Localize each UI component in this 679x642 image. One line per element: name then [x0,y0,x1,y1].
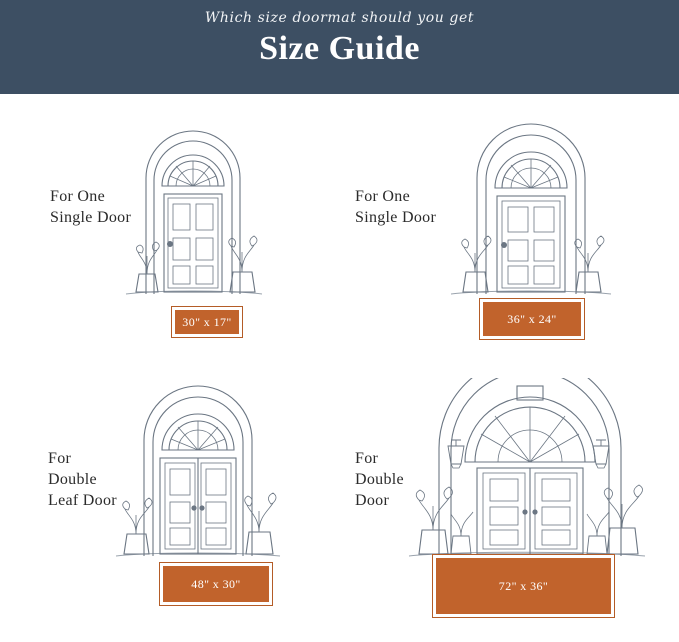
caption-double-door-72x36 [355,448,404,511]
mat-size-label: 48" x 30" [191,576,241,591]
caption-line-3: Door [355,492,390,509]
mat-size-box-48x30 [160,563,272,605]
double-door-with-lanterns-illustration [399,378,654,573]
size-guide-grid [0,94,679,642]
single-arched-door-illustration [441,106,621,311]
caption-single-door-36x24 [355,186,436,228]
page-title: Size Guide [259,30,420,67]
caption-line-1: For [355,450,379,467]
caption-line-2: Double [48,471,97,488]
mat-size-label: 30" x 17" [182,314,232,329]
caption-line-1: For One [355,188,410,205]
caption-line-1: For One [50,188,105,205]
caption-line-2: Single Door [355,209,437,226]
mat-size-box-72x36 [433,555,614,617]
mat-size-box-36x24 [480,299,584,339]
header-subtitle: Which size doormat should you get [204,10,475,26]
size-card-single-door-36x24 [339,94,679,368]
mat-size-label: 36" x 24" [507,311,557,326]
caption-line-1: For [48,450,72,467]
caption-double-leaf-door-48x30 [48,448,117,511]
size-card-double-leaf-door-48x30 [0,368,339,642]
double-leaf-arched-door-illustration [108,378,288,573]
mat-size-label: 72" x 36" [498,578,549,593]
single-arched-door-illustration [118,106,268,311]
header-banner [0,0,679,94]
mat-size-box-30x17 [172,307,242,337]
caption-line-2: Double [355,471,404,488]
size-card-double-door-72x36 [339,368,679,642]
size-card-single-door-30x17 [0,94,339,368]
caption-line-2: Single Door [50,209,132,226]
caption-line-3: Leaf Door [48,492,117,509]
